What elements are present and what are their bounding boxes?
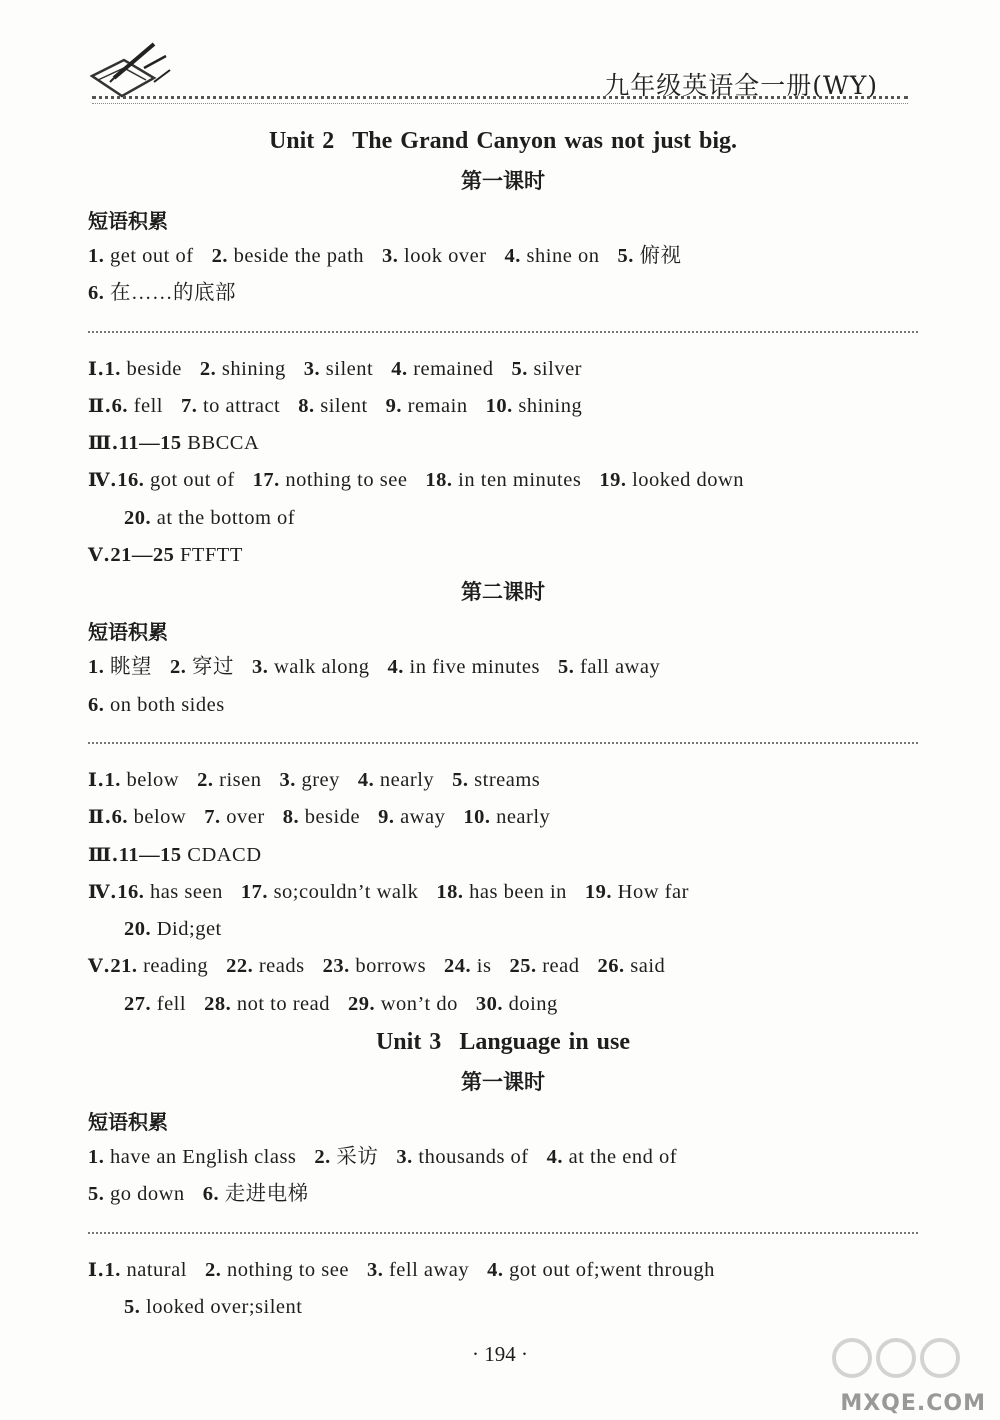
item-answer: got out of [149, 469, 235, 492]
item-answer: read [542, 955, 580, 978]
item-answer: nothing to see [285, 469, 408, 492]
item-answer: 在……的底部 [110, 282, 236, 305]
item-number: 17. [240, 880, 268, 903]
exercise-item [509, 955, 579, 977]
section-numeral: Ⅲ. [88, 843, 119, 866]
exercise-line [88, 837, 918, 874]
answer-content [88, 122, 918, 1326]
unit-number: Unit 2 [268, 128, 335, 154]
phrase-item [382, 245, 487, 267]
exercise-item [105, 769, 180, 791]
exercise-item [204, 806, 264, 828]
item-number: 2. [197, 768, 214, 791]
exercise-item [124, 1296, 302, 1318]
item-answer: silver [533, 357, 582, 380]
section-numeral: Ⅴ. [88, 544, 111, 567]
item-number: 28. [204, 992, 232, 1015]
item-number: 23. [322, 955, 350, 978]
exercise-line [88, 911, 918, 948]
section-numeral: Ⅳ. [88, 880, 118, 903]
exercise-line [88, 874, 918, 911]
item-answer: thousands of [418, 1146, 529, 1169]
header-divider [92, 96, 908, 99]
item-number: 5. [88, 1183, 105, 1206]
phrase-item [170, 656, 234, 678]
item-answer: 走进电梯 [224, 1183, 309, 1206]
phrase-item [88, 1146, 296, 1168]
item-number: 4. [387, 656, 404, 679]
exercise-line [88, 388, 918, 425]
section-numeral: Ⅰ. [88, 768, 105, 791]
watermark-text: MXQE.COM [840, 1391, 986, 1416]
item-number: 18. [425, 469, 453, 492]
item-answer: nothing to see [226, 1258, 349, 1281]
item-number: 6. [202, 1183, 220, 1206]
exercise-item [112, 395, 163, 417]
header-title: 九年级英语全一册(WY) [604, 71, 878, 100]
item-answer: shine on [526, 245, 600, 267]
item-answer: have an English class [110, 1146, 297, 1169]
header-divider-thin [92, 103, 908, 104]
item-number: 21—25 [110, 544, 175, 567]
exercise-line [88, 537, 918, 574]
item-number: 1. [88, 245, 105, 267]
item-number: 5. [617, 245, 634, 267]
exercise-line [88, 799, 918, 836]
exercise-item [391, 358, 493, 380]
item-answer: natural [126, 1258, 187, 1281]
item-number: 3. [303, 357, 321, 380]
exercise-line [88, 1252, 918, 1289]
item-answer: not to read [236, 992, 330, 1015]
exercise-item [119, 844, 262, 866]
item-answer: beside [126, 357, 182, 380]
item-number: 4. [487, 1258, 504, 1281]
item-number: 7. [204, 806, 221, 829]
item-number: 10. [485, 394, 513, 417]
exercise-line [88, 762, 918, 799]
item-answer: fell [133, 394, 163, 417]
item-number: 1. [104, 768, 121, 791]
exercise-item [117, 469, 234, 491]
item-answer: CDACD [187, 843, 262, 866]
exercise-line [88, 948, 918, 985]
item-number: 9. [385, 394, 403, 417]
phrase-item [617, 245, 681, 267]
item-answer: silent [325, 357, 374, 380]
item-number: 5. [558, 656, 575, 679]
exercise-line [88, 351, 918, 388]
item-number: 22. [226, 955, 254, 978]
item-answer: FTFTT [179, 544, 243, 567]
item-answer: Did;get [156, 918, 222, 941]
exercise-item [105, 358, 182, 380]
exercise-item [367, 1259, 469, 1281]
item-answer: fell away [388, 1258, 470, 1281]
unit-number: Unit 3 [375, 1029, 442, 1056]
item-answer: got out of;went through [509, 1258, 715, 1281]
item-answer: to attract [202, 394, 281, 417]
phrase-item [203, 1183, 309, 1205]
item-number: 3. [279, 768, 296, 791]
item-number: 4. [546, 1146, 563, 1169]
exercise-line [88, 500, 918, 537]
section-numeral: Ⅱ. [88, 394, 112, 417]
dotted-divider [88, 331, 918, 333]
item-number: 1. [104, 1258, 121, 1281]
exercise-item [124, 507, 295, 529]
item-number: 5. [124, 1295, 141, 1318]
item-answer: go down [110, 1183, 185, 1206]
exercise-item [200, 358, 286, 380]
item-answer: so;couldn’t walk [273, 880, 419, 903]
phrase-line [88, 238, 918, 275]
item-answer: get out of [110, 245, 194, 267]
lesson-title: 第一课时 [461, 169, 545, 193]
item-answer: grey [301, 768, 340, 791]
exercise-item [110, 955, 208, 977]
phrase-item [88, 656, 152, 678]
exercise-item [204, 993, 330, 1015]
phrase-item [396, 1146, 528, 1168]
phrase-item [88, 694, 225, 716]
item-answer: on both sides [110, 693, 225, 716]
item-number: 8. [298, 394, 315, 417]
phrase-item [252, 656, 370, 678]
item-number: 6. [88, 282, 105, 305]
exercise-item [205, 1259, 349, 1281]
exercise-item [279, 769, 339, 791]
exercise-line [88, 425, 918, 462]
item-number: 4. [357, 768, 375, 791]
item-answer: reading [143, 955, 209, 978]
exercise-item [124, 993, 186, 1015]
phrase-line [88, 275, 918, 312]
section-numeral: Ⅰ. [88, 1258, 105, 1281]
item-number: 19. [584, 880, 613, 903]
item-answer: borrows [355, 955, 427, 978]
item-answer: 眺望 [110, 656, 152, 679]
exercise-item [511, 358, 582, 380]
section-numeral: Ⅰ. [88, 357, 105, 380]
section-numeral: Ⅳ. [88, 469, 118, 492]
exercise-line [88, 1289, 918, 1326]
item-answer: 穿过 [192, 656, 234, 679]
item-number: 6. [111, 806, 129, 829]
item-number: 21. [110, 955, 138, 978]
item-answer: shining [221, 357, 286, 380]
item-answer: walk along [274, 656, 370, 679]
item-answer: doing [508, 992, 558, 1015]
phrase-item [88, 245, 194, 267]
unit-heading: The Grand Canyon was not just big. [352, 128, 738, 154]
exercise-item [124, 918, 222, 940]
phrase-line [88, 1176, 918, 1213]
exercise-item [110, 544, 243, 566]
phrase-item [88, 1183, 185, 1205]
item-answer: streams [474, 768, 541, 791]
exercise-item [599, 469, 744, 491]
item-answer: below [133, 806, 187, 829]
phrase-section-heading: 短语积累 [88, 620, 168, 645]
phrase-item [547, 1146, 677, 1168]
unit-title [88, 128, 918, 155]
exercise-item [226, 955, 305, 977]
item-number: 5. [452, 768, 469, 791]
phrase-line [88, 649, 918, 686]
item-answer: at the end of [568, 1146, 678, 1169]
phrase-item [314, 1146, 378, 1168]
phrase-item [388, 656, 540, 678]
item-number: 2. [199, 357, 217, 380]
item-number: 3. [396, 1146, 413, 1169]
item-answer: risen [219, 768, 262, 791]
unit-heading: Language in use [459, 1029, 631, 1056]
item-number: 9. [378, 806, 395, 829]
item-answer: has been in [469, 880, 567, 903]
exercise-item [112, 806, 187, 828]
exercise-item [119, 432, 260, 454]
exercise-item [117, 881, 223, 903]
item-answer: fell [156, 992, 187, 1015]
item-number: 19. [599, 469, 627, 492]
item-number: 8. [282, 806, 300, 829]
item-answer: beside the path [233, 245, 365, 267]
item-answer: in ten minutes [458, 469, 582, 492]
lesson-title: 第二课时 [461, 580, 545, 605]
section-numeral: Ⅴ. [88, 955, 111, 978]
item-answer: silent [320, 394, 368, 417]
phrase-section-heading: 短语积累 [88, 1110, 168, 1135]
item-answer: looked down [632, 469, 745, 492]
item-answer: BBCCA [187, 432, 260, 455]
exercise-item [463, 806, 550, 828]
exercise-item [386, 395, 468, 417]
item-answer: remained [413, 357, 494, 380]
item-answer: fall away [580, 656, 661, 679]
item-answer: over [226, 806, 265, 829]
item-number: 1. [88, 656, 105, 679]
section-numeral: Ⅲ. [88, 432, 119, 455]
unit-title [88, 1029, 918, 1056]
exercise-item [197, 769, 261, 791]
dotted-divider [88, 1232, 918, 1234]
page-number: · 194 · [472, 1342, 528, 1366]
exercise-item [253, 469, 408, 491]
exercise-item [181, 395, 280, 417]
dotted-divider [88, 742, 918, 744]
item-number: 26. [597, 955, 625, 978]
item-number: 30. [475, 992, 503, 1015]
item-number: 4. [504, 245, 521, 267]
exercise-item [452, 769, 540, 791]
exercise-item [105, 1259, 187, 1281]
exercise-item [476, 993, 558, 1015]
item-number: 7. [180, 394, 198, 417]
exercise-item [358, 769, 434, 791]
item-number: 3. [252, 656, 269, 679]
exercise-item [598, 955, 666, 977]
item-answer: beside [304, 806, 361, 829]
item-number: 2. [170, 656, 187, 679]
item-answer: How far [617, 880, 689, 903]
exercise-item [487, 1259, 715, 1281]
item-number: 17. [252, 469, 280, 492]
exercise-item [348, 993, 458, 1015]
exercise-item [283, 806, 360, 828]
item-number: 24. [444, 955, 472, 978]
exercise-item [585, 881, 689, 903]
phrase-item [88, 282, 236, 304]
phrase-line [88, 687, 918, 724]
phrase-line [88, 1139, 918, 1176]
item-number: 11—15 [118, 432, 182, 455]
item-number: 4. [391, 357, 408, 380]
item-number: 2. [211, 245, 228, 267]
item-number: 10. [463, 806, 491, 829]
item-answer: won’t do [380, 992, 458, 1015]
item-answer: said [630, 955, 666, 978]
pencil-notebook-icon [84, 38, 174, 100]
item-number: 1. [88, 1146, 105, 1169]
item-number: 27. [124, 992, 152, 1015]
item-number: 16. [117, 469, 145, 492]
item-answer: nearly [496, 806, 551, 829]
item-number: 1. [104, 357, 121, 380]
item-answer: in five minutes [409, 656, 541, 679]
exercise-line [88, 986, 918, 1023]
item-number: 3. [382, 245, 399, 267]
exercise-item [298, 395, 367, 417]
exercise-item [323, 955, 426, 977]
exercise-item [378, 806, 445, 828]
exercise-item [436, 881, 566, 903]
exercise-line [88, 462, 918, 499]
item-number: 29. [348, 992, 376, 1015]
item-answer: is [476, 955, 492, 978]
phrase-item [212, 245, 364, 267]
item-answer: 采访 [336, 1146, 379, 1169]
item-answer: reads [258, 955, 305, 978]
item-number: 16. [117, 880, 145, 903]
section-numeral: Ⅱ. [88, 806, 112, 829]
item-answer: away [400, 806, 446, 829]
exercise-item [304, 358, 373, 380]
item-answer: shining [518, 394, 583, 417]
item-number: 20. [124, 918, 152, 941]
item-number: 2. [314, 1146, 331, 1169]
item-answer: 俯视 [639, 245, 682, 267]
item-number: 20. [124, 506, 152, 529]
item-number: 2. [204, 1258, 222, 1281]
exercise-item [241, 881, 419, 903]
exercise-item [444, 955, 491, 977]
item-answer: below [126, 768, 180, 791]
lesson-title: 第一课时 [461, 1070, 545, 1095]
item-number: 6. [88, 693, 105, 716]
phrase-item [505, 245, 600, 267]
item-number: 11—15 [118, 843, 182, 866]
exercise-item [425, 469, 581, 491]
item-number: 6. [111, 394, 129, 417]
item-answer: look over [404, 245, 487, 267]
item-answer: at the bottom of [156, 506, 296, 529]
exercise-item [486, 395, 583, 417]
item-answer: has seen [149, 880, 223, 903]
item-answer: remain [407, 394, 468, 417]
item-answer: looked over;silent [146, 1295, 303, 1318]
item-number: 25. [509, 955, 537, 978]
item-number: 5. [511, 357, 528, 380]
phrase-item [558, 656, 660, 678]
item-number: 3. [366, 1258, 384, 1281]
phrase-section-heading: 短语积累 [88, 209, 168, 233]
item-number: 18. [436, 880, 464, 903]
item-answer: nearly [379, 768, 435, 791]
